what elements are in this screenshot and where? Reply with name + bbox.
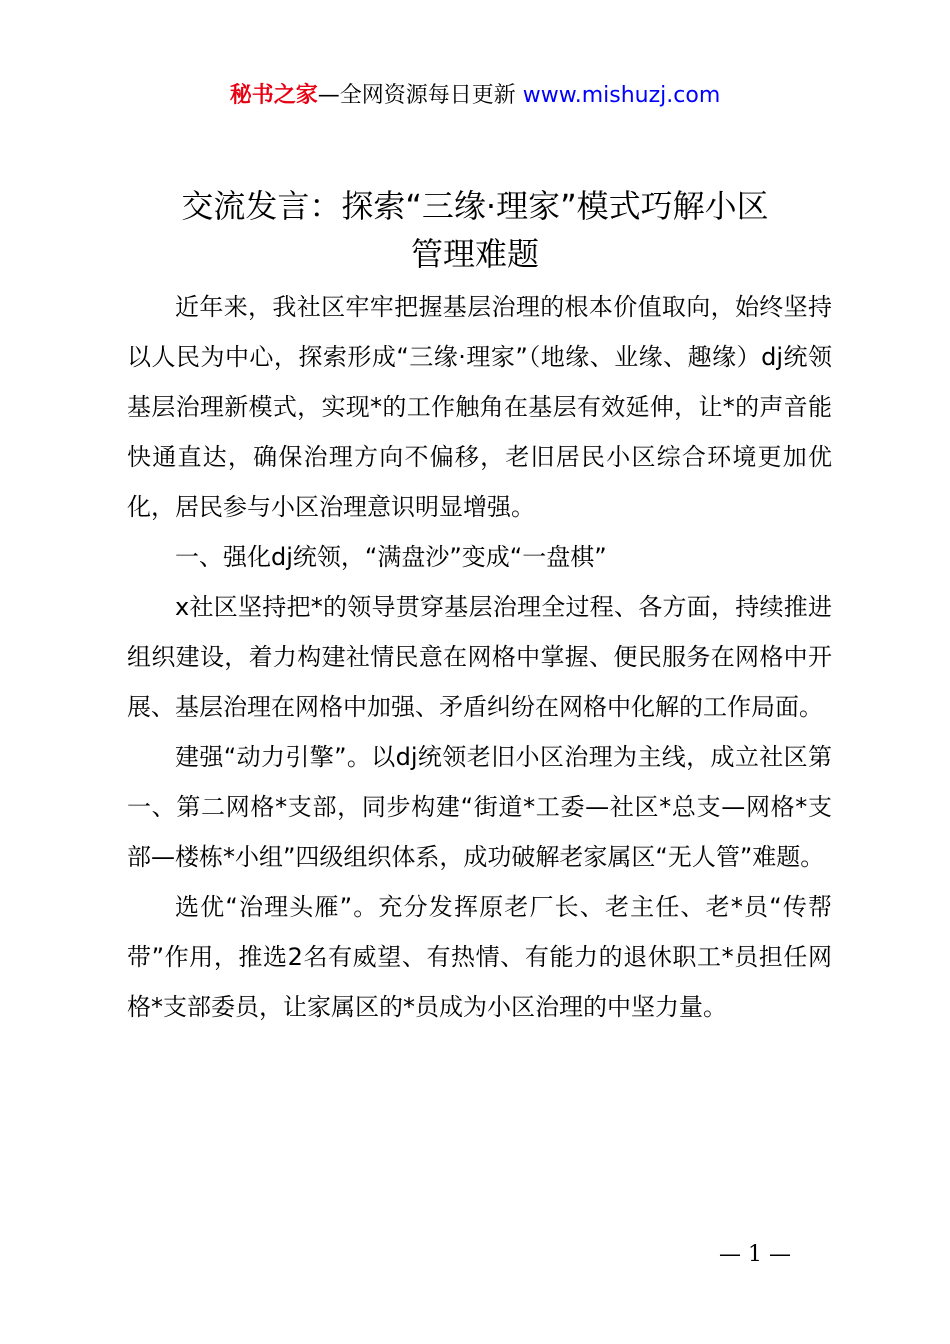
body-paragraph-engine: 建强“动力引擎”。以dj统领老旧小区治理为主线，成立社区第一、第二网格*支部，同步构建“街道*工委—社区*总支—网格*支部—楼栋*小组”四级组织体系，成功破解老家属区“无人管”难题。 <box>127 743 832 871</box>
document-body <box>127 282 832 1032</box>
title-line-2: 管理难题 <box>410 235 539 273</box>
website-link[interactable]: www.mishuzj.com <box>522 83 721 108</box>
page-number: — 1 — <box>719 1242 791 1267</box>
title-line-1: 交流发言：探索“三缘·理家”模式巧解小区 <box>181 187 769 225</box>
document-title <box>100 182 850 278</box>
brand-name: 秘书之家 <box>229 83 318 108</box>
section-heading: 一、强化dj统领，“满盘沙”变成“一盘棋” <box>175 543 607 571</box>
page-header <box>0 80 950 112</box>
body-paragraph-leaders: 选优“治理头雁”。充分发挥原老厂长、老主任、老*员“传帮带”作用，推选2名有威望、有热情、有能力的退休职工*员担任网格*支部委员，让家属区的*员成为小区治理的中坚力量。 <box>127 893 832 1021</box>
section-paragraph: x社区坚持把*的领导贯穿基层治理全过程、各方面，持续推进组织建设，着力构建社情民意在网格中掌握、便民服务在网格中开展、基层治理在网格中加强、矛盾纠纷在网格中化解的工作局面。 <box>127 593 832 721</box>
header-tagline: —全网资源每日更新 <box>317 83 516 108</box>
intro-paragraph: 近年来，我社区牢牢把握基层治理的根本价值取向，始终坚持以人民为中心，探索形成“三缘·理家”（地缘、业缘、趣缘）dj统领基层治理新模式，实现*的工作触角在基层有效延伸，让*的声音能快通直达，确保治理方向不偏移，老旧居民小区综合环境更加优化，居民参与小区治理意识明显增强。 <box>127 293 832 521</box>
